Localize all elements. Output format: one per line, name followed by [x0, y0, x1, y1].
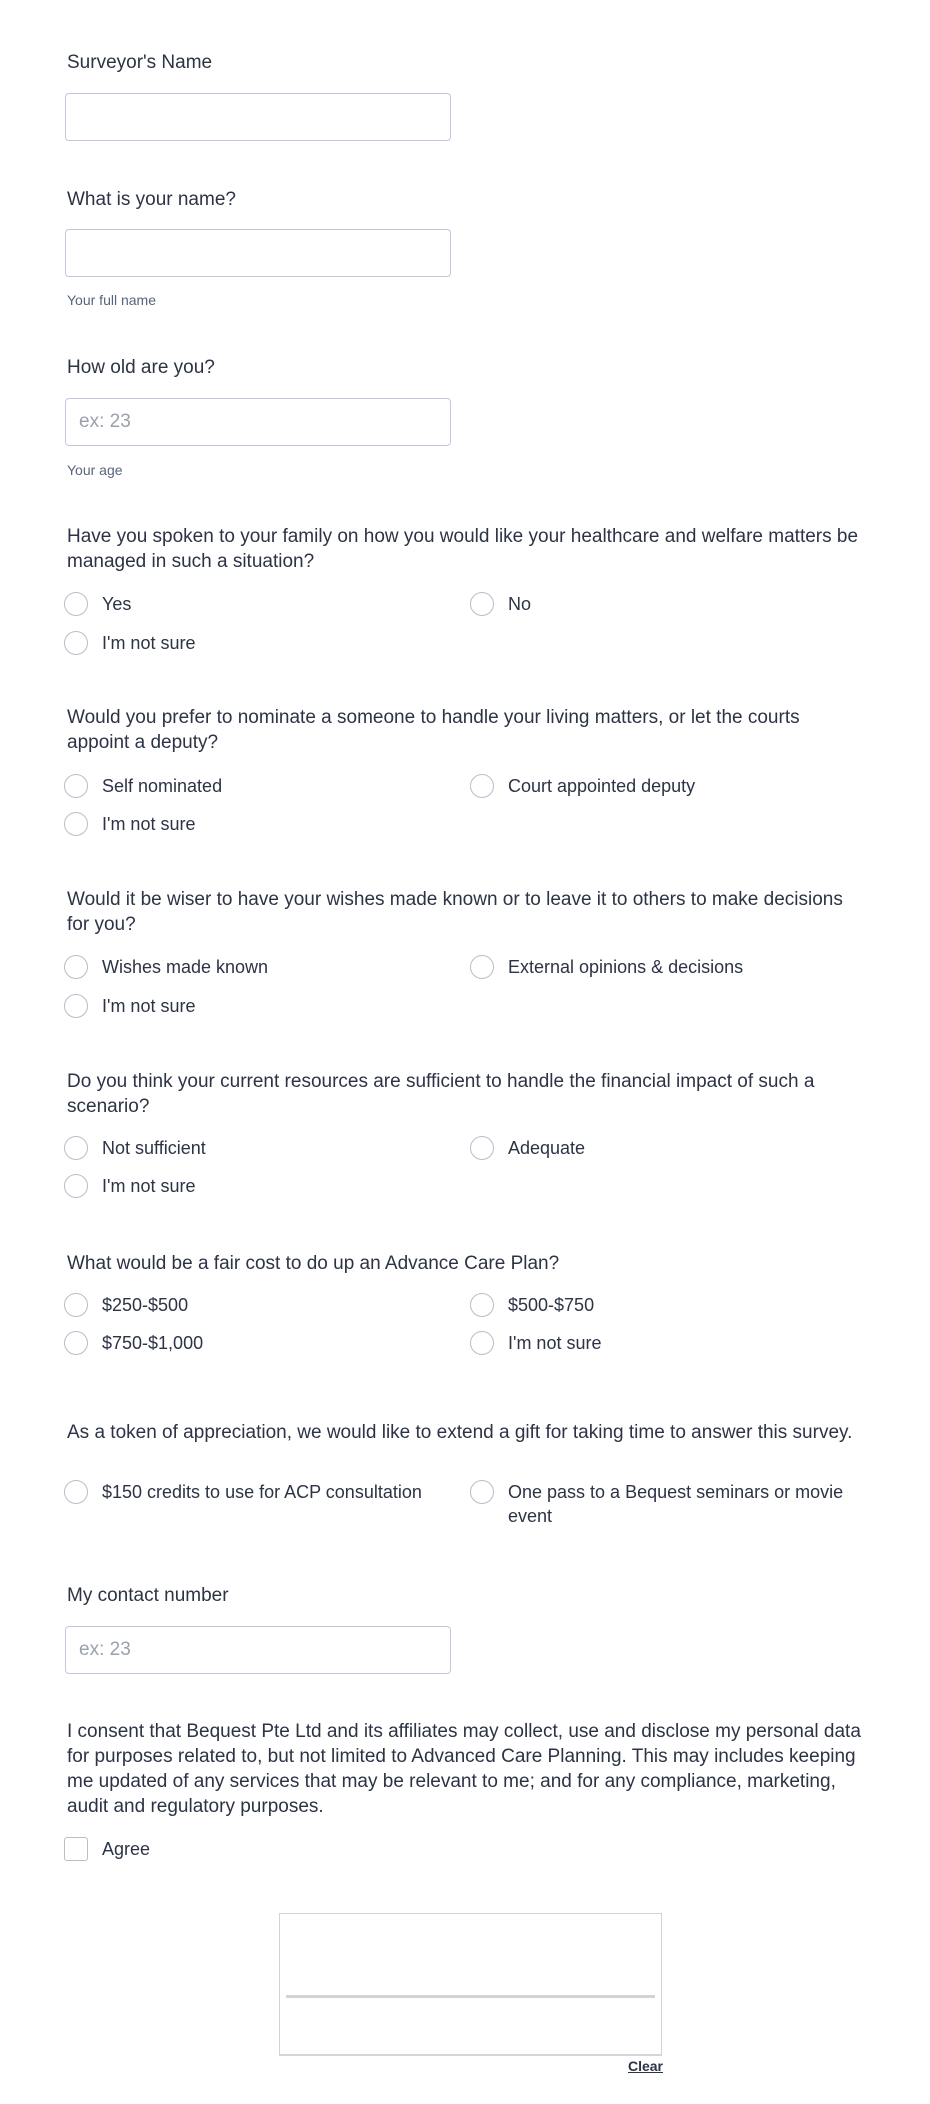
- your-name-hint: Your full name: [67, 292, 156, 308]
- radio-option[interactable]: [64, 1480, 422, 1504]
- your-name-input[interactable]: [65, 229, 451, 277]
- option-label: $500-$750: [508, 1295, 595, 1315]
- radio-circle[interactable]: [64, 1480, 88, 1504]
- radio-circle[interactable]: [64, 1331, 88, 1355]
- option-label: I'm not sure: [102, 814, 196, 834]
- radio-circle[interactable]: [64, 955, 88, 979]
- question-fair-cost: What would be a fair cost to do up an Advance Care Plan?: [67, 1253, 560, 1274]
- radio-circle[interactable]: [470, 774, 494, 798]
- option-label: Self nominated: [102, 776, 223, 796]
- radio-circle[interactable]: [470, 592, 494, 616]
- radio-circle[interactable]: [64, 812, 88, 836]
- option-label: No: [508, 594, 532, 614]
- clear-signature-link[interactable]: Clear: [627, 2058, 663, 2074]
- option-label: Adequate: [508, 1138, 586, 1158]
- radio-option[interactable]: [64, 592, 131, 616]
- age-input[interactable]: [65, 398, 451, 446]
- radio-option[interactable]: [470, 1331, 850, 1355]
- radio-circle[interactable]: [470, 1136, 494, 1160]
- radio-option[interactable]: [64, 955, 268, 979]
- agree-checkbox[interactable]: [64, 1837, 88, 1861]
- option-label: $150 credits to use for ACP consultation: [102, 1482, 422, 1502]
- option-label: Not sufficient: [102, 1138, 206, 1158]
- signature-pad[interactable]: [279, 1913, 662, 2056]
- surveyor-name-input[interactable]: [65, 93, 451, 141]
- radio-circle[interactable]: [470, 1480, 494, 1504]
- contact-number-label: My contact number: [67, 1585, 229, 1606]
- option-label: $250-$500: [102, 1295, 189, 1315]
- option-label: I'm not sure: [508, 1333, 602, 1353]
- radio-circle[interactable]: [64, 1136, 88, 1160]
- consent-text: I consent that Bequest Pte Ltd and its affiliates may collect, use and disclose my personal data for purposes related to, but not limited to Advanced Care Planning. This may includes keeping me updated of any services that may be relevant to me; and for any compliance, marketing, audit and regulatory purposes.: [67, 1721, 861, 1817]
- radio-circle[interactable]: [470, 1293, 494, 1317]
- contact-number-input[interactable]: [65, 1626, 451, 1674]
- option-label: I'm not sure: [102, 633, 196, 653]
- your-name-label: What is your name?: [67, 189, 236, 210]
- option-label: I'm not sure: [102, 1176, 196, 1196]
- radio-option[interactable]: [64, 994, 195, 1018]
- option-label: Wishes made known: [102, 957, 269, 977]
- radio-option[interactable]: [64, 1136, 206, 1160]
- radio-circle[interactable]: [64, 994, 88, 1018]
- radio-option[interactable]: [470, 1136, 850, 1160]
- radio-option[interactable]: [470, 1293, 850, 1317]
- radio-option[interactable]: [470, 1480, 850, 1528]
- radio-circle[interactable]: [64, 1174, 88, 1198]
- question-family-discussion: Have you spoken to your family on how you would like your healthcare and welfare matters be managed in such a situation?: [67, 526, 859, 572]
- option-label: External opinions & decisions: [508, 957, 744, 977]
- option-label: Agree: [102, 1839, 151, 1859]
- radio-option[interactable]: [64, 774, 222, 798]
- radio-option[interactable]: [64, 631, 195, 655]
- radio-option[interactable]: [64, 1293, 188, 1317]
- radio-circle[interactable]: [64, 592, 88, 616]
- question-wishes: Would it be wiser to have your wishes made known or to leave it to others to make decisions for you?: [67, 889, 843, 935]
- radio-circle[interactable]: [470, 955, 494, 979]
- radio-option[interactable]: [470, 955, 850, 979]
- radio-option[interactable]: [64, 1331, 203, 1355]
- question-resources: Do you think your current resources are sufficient to handle the financial impact of such a scenario?: [67, 1071, 815, 1117]
- question-gift: As a token of appreciation, we would like to extend a gift for taking time to answer this survey.: [67, 1422, 853, 1443]
- radio-circle[interactable]: [470, 1331, 494, 1355]
- agree-checkbox-option[interactable]: [64, 1837, 150, 1861]
- radio-circle[interactable]: [64, 631, 88, 655]
- radio-circle[interactable]: [64, 774, 88, 798]
- radio-option[interactable]: [470, 774, 850, 798]
- option-label: One pass to a Bequest seminars or movie event: [508, 1482, 844, 1526]
- option-label: $750-$1,000: [102, 1333, 204, 1353]
- option-label: I'm not sure: [102, 996, 196, 1016]
- radio-circle[interactable]: [64, 1293, 88, 1317]
- question-nominate: Would you prefer to nominate a someone to handle your living matters, or let the courts appoint a deputy?: [67, 707, 800, 753]
- radio-option[interactable]: [470, 592, 850, 616]
- signature-line: [286, 1995, 655, 1998]
- surveyor-name-label: Surveyor's Name: [67, 52, 213, 73]
- radio-option[interactable]: [64, 1174, 195, 1198]
- option-label: Court appointed deputy: [508, 776, 696, 796]
- age-hint: Your age: [67, 462, 123, 478]
- age-label: How old are you?: [67, 357, 215, 378]
- option-label: Yes: [102, 594, 132, 614]
- radio-option[interactable]: [64, 812, 195, 836]
